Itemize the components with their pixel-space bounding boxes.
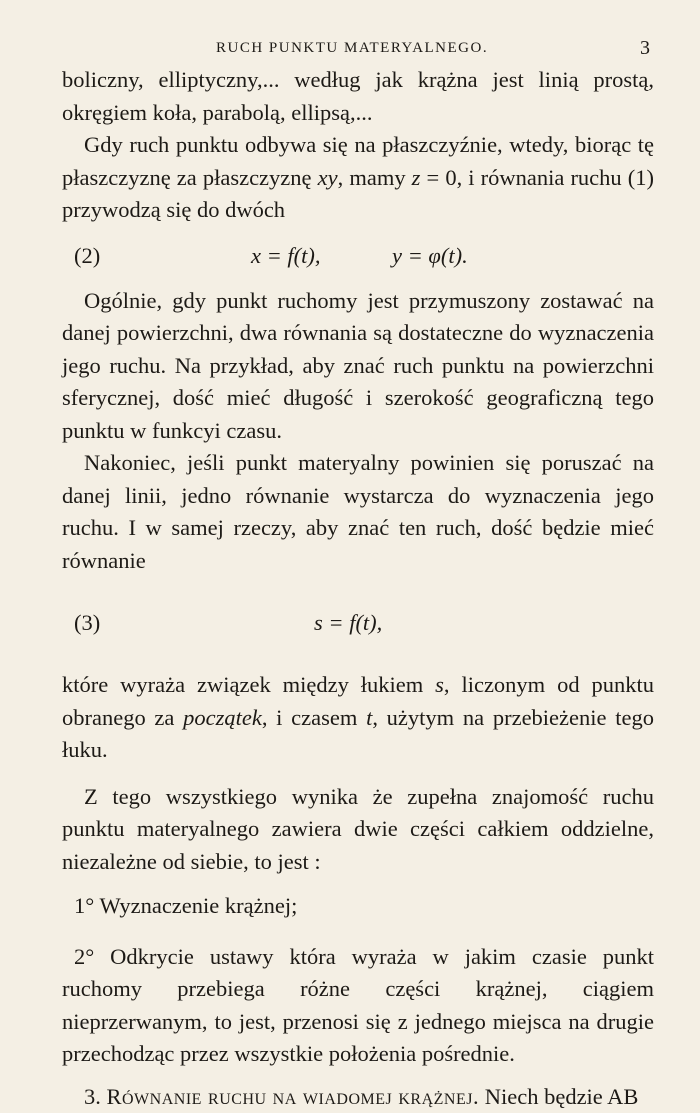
text-run: , liczonym od punktu obranego za [62, 672, 654, 730]
equation-y: y = φ(t). [392, 227, 468, 285]
math-var-z: z [412, 165, 421, 190]
text-run: Gdy ruch punktu odbywa się na płaszczyźnie, wtedy, biorąc tę płaszczyznę za płaszczyznę [62, 132, 654, 190]
text-run: , mamy [338, 165, 412, 190]
page-body [62, 64, 654, 1113]
text-run: które wyraża związek między łukiem [62, 672, 435, 697]
paragraph-line-motion: Nakoniec, jeśli punkt materyalny powinien się poruszać na danej linii, jedno równanie wystarcza do wyznaczenia jego ruchu. I w samej rzeczy, aby znać ten ruch, dość będzie mieć równanie [62, 447, 654, 577]
section-3-start [62, 1081, 654, 1113]
equation-3 [62, 577, 654, 669]
equation-number: (2) [74, 227, 100, 285]
paragraph-arc-relation [62, 669, 654, 767]
paragraph-continuation: boliczny, elliptyczny,... według jak krążna jest linią prostą, okręgiem koła, parabolą, ellipsą,... [62, 64, 654, 129]
math-var-t: t [366, 705, 372, 730]
enumerated-list [62, 890, 654, 1071]
text-run: Niech będzie AB [479, 1084, 638, 1109]
equation-2 [62, 227, 654, 285]
math-var-xy: xy [318, 165, 338, 190]
equation-number: (3) [74, 577, 100, 669]
list-item: 2° Odkrycie ustawy która wyraża w jakim czasie punkt ruchomy przebiega różne części krążnej, ciągiem nieprzerwanym, to jest, przenosi się z jednego miejsca na drugie przechodząc przez wszystkie położenia pośrednie. [62, 941, 654, 1071]
emphasis-word: początek [183, 705, 262, 730]
text-run: , i czasem [262, 705, 366, 730]
equation-s: s = f(t), [314, 577, 382, 669]
text-run: = 0, i równania ruchu (1) przywodzą się do dwóch [62, 165, 654, 223]
equation-x: x = f(t), [251, 227, 321, 285]
section-heading: Równanie ruchu na wiadomej krążnej. [107, 1084, 480, 1109]
list-item: 1° Wyznaczenie krążnej; [62, 890, 654, 923]
section-number: 3. [84, 1084, 107, 1109]
page-number: 3 [640, 37, 650, 60]
text-run: , użytym na przebieżenie tego łuku. [62, 705, 654, 763]
running-title: RUCH PUNKTU MATERYALNEGO. [216, 40, 488, 57]
running-header [0, 38, 700, 62]
paragraph-conclusion: Z tego wszystkiego wynika że zupełna znajomość ruchu punktu materyalnego zawiera dwie części całkiem oddzielne, niezależne od siebie, to jest : [62, 781, 654, 879]
paragraph-plane-motion [62, 129, 654, 227]
paragraph-surface-motion: Ogólnie, gdy punkt ruchomy jest przymuszony zostawać na danej powierzchni, dwa równania są dostateczne do wyznaczenia jego ruchu. Na przykład, aby znać ruch punktu na powierzchni sferycznej, dość mieć długość i szerokość geograficzną tego punktu w funkcyi czasu. [62, 285, 654, 448]
math-var-s: s [435, 672, 444, 697]
